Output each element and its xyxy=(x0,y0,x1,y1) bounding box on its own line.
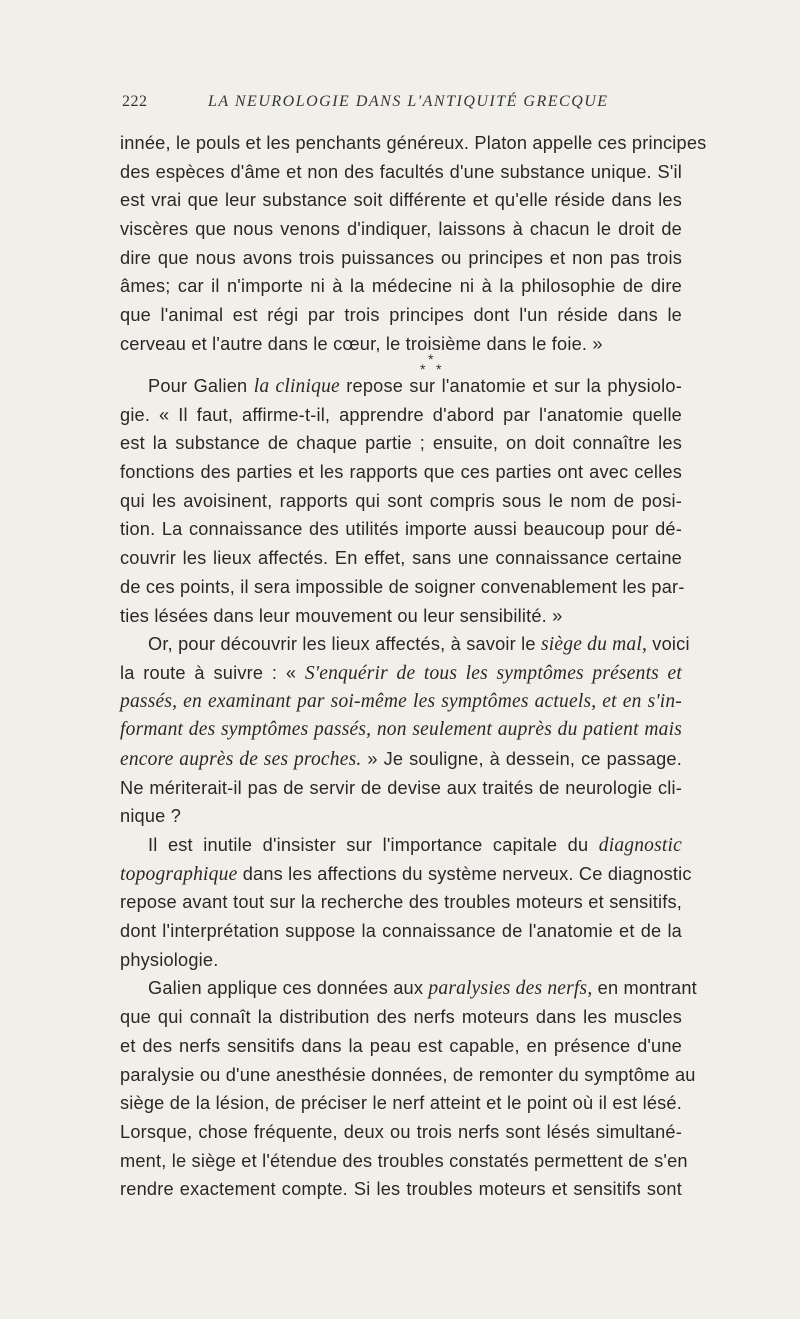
text-run: en montrant xyxy=(592,978,697,999)
italic-run: paralysies des nerfs, xyxy=(428,978,593,1000)
italic-run: encore auprès de ses proches. xyxy=(120,748,362,770)
text-line: paralysie ou d'une anesthésie données, de remonter du symptôme au xyxy=(120,1064,696,1085)
text-line: repose avant tout sur la recherche des troubles moteurs et sensitifs, xyxy=(120,892,682,913)
text-line: ties lésées dans leur mouvement ou leur sensibilité. » xyxy=(120,605,563,626)
text-line: est la substance de chaque partie ; ensuite, on doit connaître les xyxy=(120,433,682,454)
text-line: couvrir les lieux affectés. En effet, sans une connaissance certaine xyxy=(120,548,682,569)
text-line xyxy=(120,372,682,401)
text-line: siège de la lésion, de préciser le nerf atteint et le point où il est lésé. xyxy=(120,1093,682,1114)
paragraph-platon-quote xyxy=(120,129,707,359)
text-line: de ces points, il sera impossible de soigner convenablement les par- xyxy=(120,576,685,597)
text-run: la route à suivre : « xyxy=(120,662,305,683)
text-line: que qui connaît la distribution des nerfs moteurs dans les muscles xyxy=(120,1007,682,1028)
text-line: fonctions des parties et les rapports que ces parties ont avec celles xyxy=(120,462,682,483)
italic-run: S'enquérir de tous les symptômes présents et xyxy=(304,662,682,684)
text-line: Ne mériterait-il pas de servir de devise aux traités de neurologie cli- xyxy=(120,777,682,798)
text-line: nique ? xyxy=(120,806,182,827)
text-line xyxy=(120,974,697,1003)
text-line: dont l'interprétation suppose la connaissance de l'anatomie et de la xyxy=(120,921,682,942)
section-galien-clinique xyxy=(120,372,697,1204)
running-header xyxy=(122,93,682,117)
text-run: Pour Galien xyxy=(148,376,254,396)
running-title: LA NEUROLOGIE DANS L'ANTIQUITÉ GRECQUE xyxy=(208,93,609,110)
text-line: gie. « Il faut, affirme-t-il, apprendre d'abord par l'anatomie quelle xyxy=(120,404,682,425)
text-line: passés, en examinant par soi-même les symptômes actuels, et en s'in- xyxy=(120,690,682,712)
text-line xyxy=(120,860,692,889)
text-run: Galien applique ces données aux xyxy=(148,978,429,999)
italic-run: diagnostic xyxy=(598,835,682,856)
text-line: physiologie. xyxy=(120,949,219,970)
asterisk: * xyxy=(436,361,442,377)
text-line xyxy=(120,630,690,659)
text-run: Il est inutile d'insister sur l'importance capitale du xyxy=(148,835,599,855)
text-run: dans les affections du système nerveux. Ce diagnostic xyxy=(237,863,692,884)
text-line xyxy=(120,831,682,860)
text-line: dire que nous avons trois puissances ou principes et non pas trois xyxy=(120,247,682,268)
text-run: Or, pour découvrir les lieux affectés, à savoir le xyxy=(148,634,541,655)
text-run: voici xyxy=(647,634,690,655)
text-line: Lorsque, chose fréquente, deux ou trois nerfs sont lésés simultané- xyxy=(120,1121,682,1142)
italic-run: topographique xyxy=(120,863,238,885)
text-line: et des nerfs sensitifs dans la peau est capable, en présence d'une xyxy=(120,1035,682,1056)
text-line: innée, le pouls et les penchants généreux. Platon appelle ces principes xyxy=(120,133,707,153)
text-line: des espèces d'âme et non des facultés d'une substance unique. S'il xyxy=(120,161,682,182)
italic-run: siège du mal, xyxy=(541,634,648,656)
text-line: cerveau et l'autre dans le cœur, le troisième dans le foie. » xyxy=(120,333,603,354)
text-line: qui les avoisinent, rapports qui sont compris sous le nom de posi- xyxy=(120,490,682,511)
text-line: que l'animal est régi par trois principes dont l'un réside dans le xyxy=(120,305,682,326)
text-line: âmes; car il n'importe ni à la médecine ni à la philosophie de dire xyxy=(120,276,682,297)
asterisk: * xyxy=(420,361,426,377)
text-line: ment, le siège et l'étendue des troubles constatés permettent de s'en xyxy=(120,1150,688,1171)
asterisk: * xyxy=(428,351,434,367)
text-line: est vrai que leur substance soit différente et qu'elle réside dans les xyxy=(120,190,682,211)
italic-run: la clinique xyxy=(253,376,340,397)
text-line xyxy=(120,659,682,688)
text-run: » Je souligne, à dessein, ce passage. xyxy=(361,748,682,769)
text-line: viscères que nous venons d'indiquer, laissons à chacun le droit de xyxy=(120,219,682,240)
text-line: tion. La connaissance des utilités importe aussi beaucoup pour dé- xyxy=(120,519,682,540)
page-number: 222 xyxy=(122,93,148,110)
text-run: repose sur l'anatomie et sur la physiolo- xyxy=(339,376,682,396)
text-line xyxy=(120,745,682,774)
text-line: formant des symptômes passés, non seulement auprès du patient mais xyxy=(120,719,682,741)
text-line: rendre exactement compte. Si les troubles moteurs et sensitifs sont xyxy=(120,1179,682,1200)
